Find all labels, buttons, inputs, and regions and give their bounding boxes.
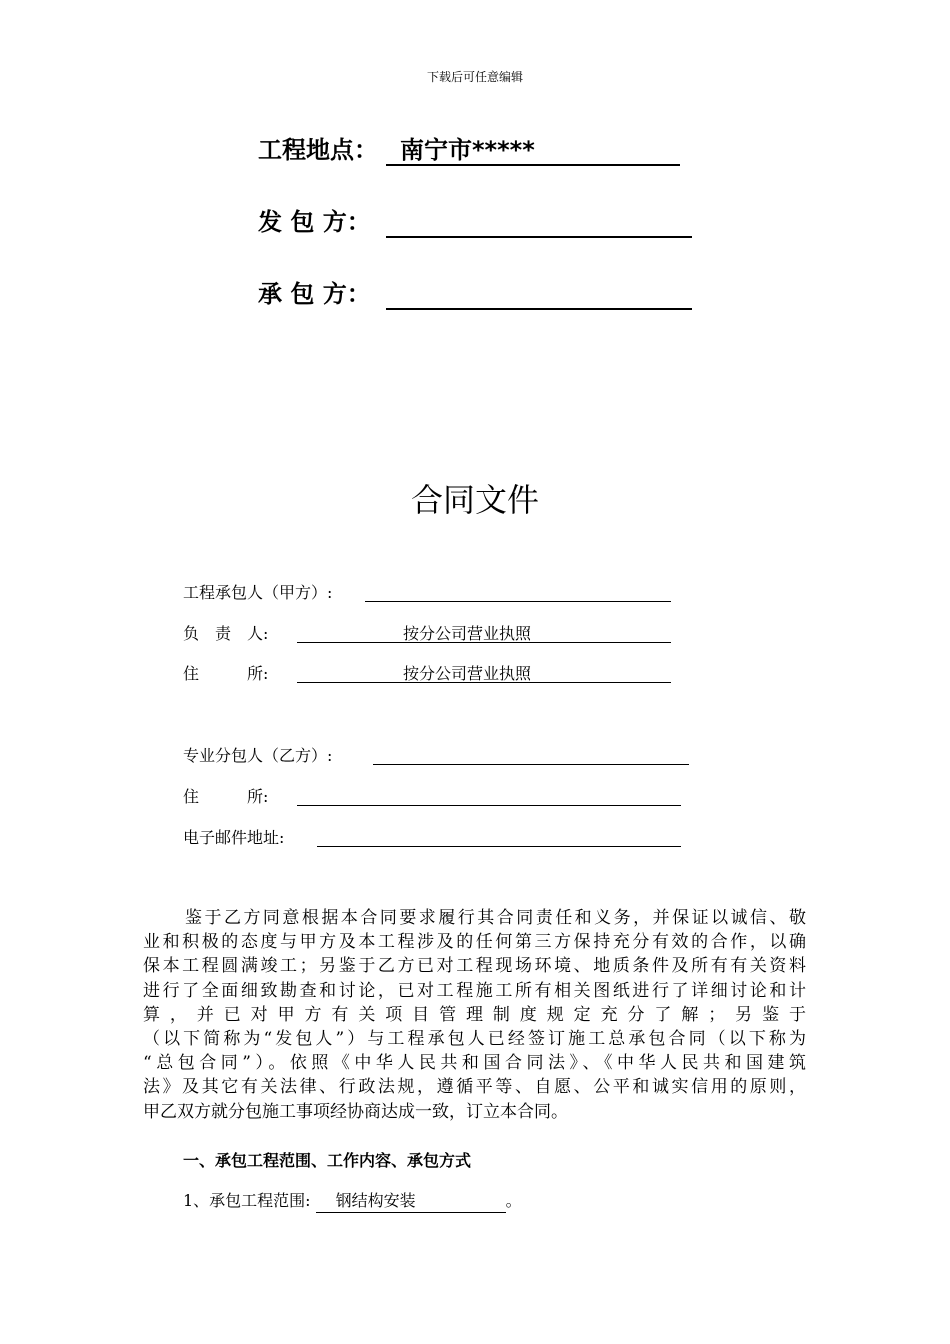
- contractor-label: 承 包 方：: [258, 280, 371, 308]
- section-1-heading: 一、承包工程范围、工作内容、承包方式: [183, 1151, 472, 1170]
- preamble-line: 进行了全面细致勘查和讨论，已对工程施工所有相关图纸进行了详细讨论和计: [143, 980, 806, 1001]
- employer-row: [258, 206, 698, 246]
- party-b-heading-underline: [373, 764, 689, 765]
- item-1-label: 1、承包工程范围:: [183, 1191, 311, 1210]
- party-a-heading-underline: [365, 601, 671, 602]
- header-note: 下载后可任意编辑: [426, 70, 523, 84]
- employer-label: 发 包 方：: [258, 208, 371, 236]
- site-label: 工程地点：: [258, 136, 378, 164]
- party-a-address-row: [183, 663, 673, 687]
- party-a-address-label: 住 所:: [183, 664, 269, 683]
- party-a-responsible-value: 按分公司营业执照: [403, 624, 532, 643]
- preamble-line: 法》及其它有关法律、行政法规，遵循平等、自愿、公平和诚实信用的原则，: [143, 1077, 806, 1098]
- site-row: [258, 134, 688, 174]
- contractor-underline: [386, 308, 692, 310]
- preamble-line: “总包合同”）。依照《中华人民共和国合同法》、《中华人民共和国建筑: [143, 1053, 806, 1074]
- employer-underline: [386, 236, 692, 238]
- party-b-address-row: [183, 786, 683, 810]
- party-b-heading-label: 专业分包人（乙方）:: [183, 746, 333, 765]
- party-b-heading-row: [183, 745, 693, 769]
- party-a-responsible-row: [183, 623, 673, 647]
- preamble-line: 算，并已对甲方有关项目管理制度规定充分了解；另鉴于: [143, 1004, 806, 1025]
- preamble-line: 鉴于乙方同意根据本合同要求履行其合同责任和义务，并保证以诚信、敬: [185, 908, 806, 928]
- item-1-end: 。: [505, 1191, 522, 1210]
- party-b-address-label: 住 所:: [183, 787, 269, 806]
- document-title: 合同文件: [410, 481, 539, 519]
- item-1-value: 钢结构安装: [316, 1190, 506, 1213]
- party-a-heading-row: [183, 582, 673, 606]
- party-b-email-label: 电子邮件地址:: [183, 828, 285, 847]
- party-b-address-underline: [297, 805, 681, 806]
- party-a-responsible-label: 负 责 人:: [183, 624, 269, 643]
- site-value: 南宁市*****: [400, 136, 535, 164]
- party-a-address-value: 按分公司营业执照: [403, 664, 532, 683]
- preamble-line: 甲乙双方就分包施工事项经协商达成一致，订立本合同。: [143, 1101, 568, 1122]
- party-a-heading-label: 工程承包人（甲方）:: [183, 583, 333, 602]
- party-b-email-row: [183, 827, 683, 851]
- party-b-email-underline: [317, 846, 681, 847]
- section-1-item-1: [183, 1190, 522, 1213]
- preamble-line: 业和积极的态度与甲方及本工程涉及的任何第三方保持充分有效的合作，以确: [143, 932, 806, 953]
- preamble-line: 保本工程圆满竣工；另鉴于乙方已对工程现场环境、地质条件及所有有关资料: [143, 956, 806, 977]
- contractor-row: [258, 278, 698, 318]
- preamble-paragraph: [143, 906, 806, 1124]
- preamble-line: （以下简称为“发包人”）与工程承包人已经签订施工总承包合同（以下称为: [143, 1028, 806, 1049]
